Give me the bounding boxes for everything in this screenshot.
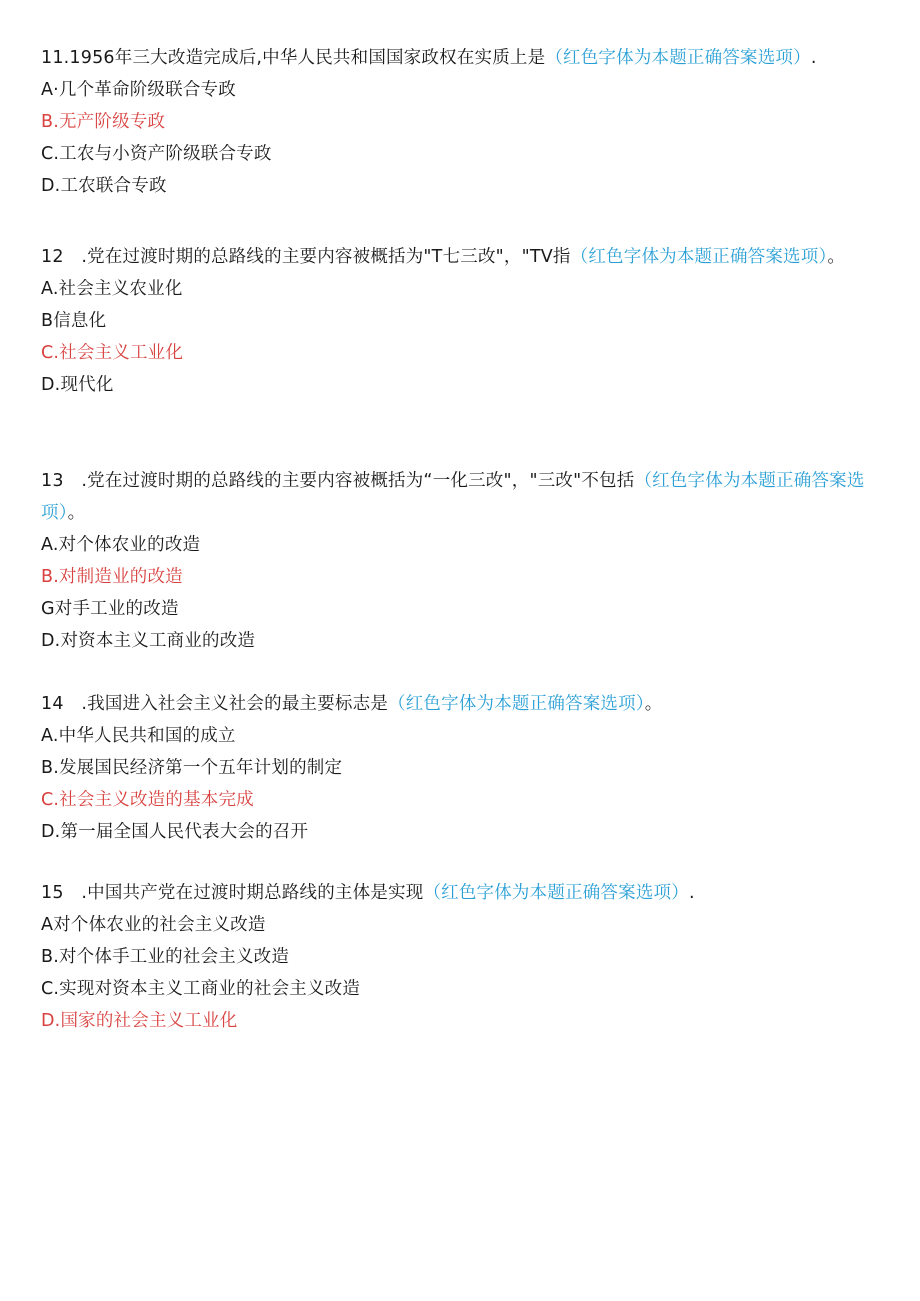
option-a: A.对个体农业的改造 [41, 535, 201, 555]
stem-end: 。 [644, 694, 663, 714]
question-15 [41, 877, 871, 1037]
answer-hint: （红色字体为本题正确答案选项） [388, 694, 645, 714]
stem-text: 14 .我国进入社会主义社会的最主要标志是 [41, 694, 389, 714]
option-b: B.发展国民经济第一个五年计划的制定 [41, 758, 343, 778]
stem-text: 15 .中国共产党在过渡时期总路线的主体是实现 [41, 883, 424, 903]
stem-text: 12 .党在过渡时期的总路线的主要内容被概括为"T七三改"，"TV指 [41, 247, 571, 267]
answer-hint: （红色字体为本题正确答案选项） [41, 471, 865, 523]
option-c-correct: C.社会主义工业化 [41, 343, 184, 363]
option-a: A对个体农业的社会主义改造 [41, 915, 266, 935]
answer-hint: （红色字体为本题正确答案选项） [545, 48, 811, 68]
option-a: A·几个革命阶级联合专政 [41, 80, 236, 100]
option-b: B信息化 [41, 311, 107, 331]
stem-end: . [810, 48, 817, 68]
question-stem [41, 688, 871, 720]
option-a: A.社会主义农业化 [41, 279, 183, 299]
option-c: G对手工业的改造 [41, 599, 179, 619]
question-stem [41, 42, 871, 74]
option-c: C.实现对资本主义工商业的社会主义改造 [41, 979, 361, 999]
option-a: A.中华人民共和国的成立 [41, 726, 236, 746]
question-11 [41, 42, 871, 202]
question-14 [41, 688, 871, 848]
option-c-correct: C.社会主义改造的基本完成 [41, 790, 254, 810]
option-d: D.第一届全国人民代表大会的召开 [41, 822, 309, 842]
stem-end: 。 [827, 247, 846, 267]
answer-hint: （红色字体为本题正确答案选项） [570, 247, 828, 267]
option-c: C.工农与小资产阶级联合专政 [41, 144, 272, 164]
question-stem [41, 241, 871, 273]
answer-hint: （红色字体为本题正确答案选项） [423, 883, 689, 903]
option-d: D.对资本主义工商业的改造 [41, 631, 256, 651]
stem-end: . [688, 883, 695, 903]
stem-text: 13 .党在过渡时期的总路线的主要内容被概括为“一化三改"，"三改"不包括 [41, 471, 635, 491]
question-stem [41, 877, 871, 909]
stem-end: 。 [67, 503, 86, 523]
stem-text: 11.1956年三大改造完成后,中华人民共和国国家政权在实质上是 [41, 48, 546, 68]
question-12 [41, 241, 871, 401]
option-d: D.现代化 [41, 375, 114, 395]
question-stem [41, 465, 871, 529]
option-d-correct: D.国家的社会主义工业化 [41, 1011, 238, 1031]
option-b-correct: B.对制造业的改造 [41, 567, 183, 587]
option-d: D.工农联合专政 [41, 176, 167, 196]
option-b-correct: B.无产阶级专政 [41, 112, 166, 132]
question-13 [41, 465, 871, 657]
option-b: B.对个体手工业的社会主义改造 [41, 947, 290, 967]
